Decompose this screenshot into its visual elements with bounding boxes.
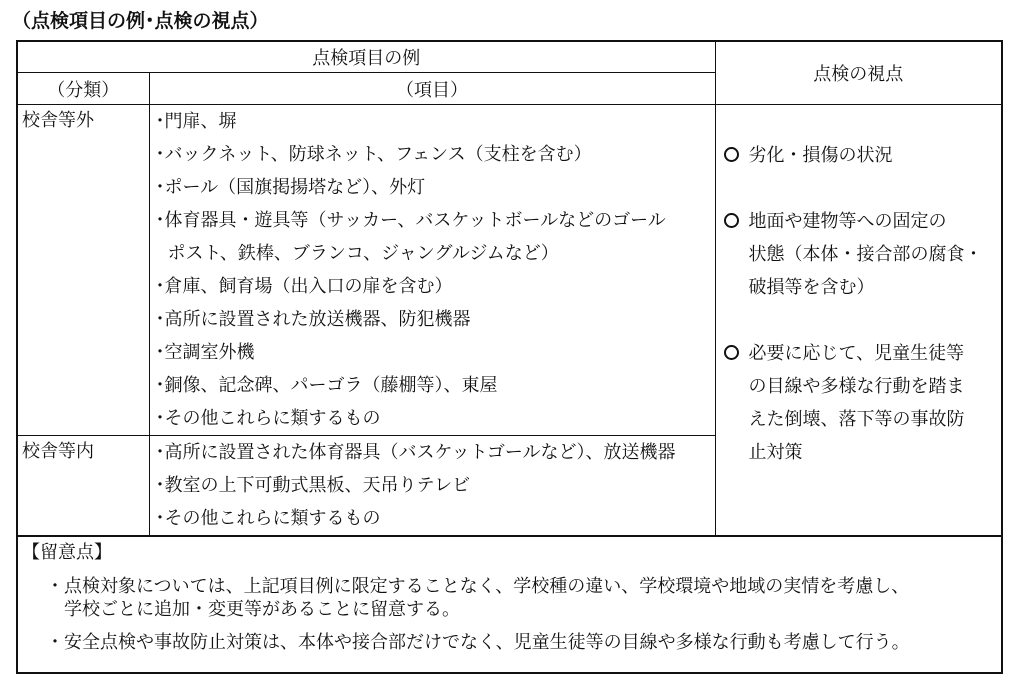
note-item — [22, 575, 1001, 621]
group-row-outside — [18, 105, 1001, 436]
item-text: ･高所に設置された体育器具（バスケットゴールなど）、放送機器 — [155, 442, 676, 463]
items-cell — [149, 105, 715, 436]
list-item — [150, 502, 715, 535]
note-line: 点検対象については、上記項目例に限定することなく、学校種の違い、学校環境や地域の実情を考慮し、 — [64, 576, 910, 597]
note-item — [22, 631, 1001, 654]
note-line: 学校ごとに追加・変更等があることに留意する。 — [64, 599, 460, 620]
note-bullet: ・ — [46, 632, 64, 653]
item-text: ･銅像、記念碑、パーゴラ（藤棚等）、東屋 — [155, 375, 498, 396]
viewpoint-text — [749, 337, 998, 469]
list-item — [150, 469, 715, 502]
circle-bullet-icon — [724, 147, 739, 162]
viewpoint-text — [749, 205, 998, 304]
viewpoint-item — [724, 139, 998, 172]
item-text: ･その他これらに類するもの — [155, 408, 381, 429]
header-viewpoint: 点検の視点 — [715, 42, 1001, 105]
viewpoint-line: 破損等を含む） — [748, 277, 875, 298]
list-item — [150, 303, 715, 336]
list-item — [150, 336, 715, 369]
items-cell — [149, 436, 715, 536]
viewpoint-cell — [715, 105, 1001, 536]
inspection-table-frame — [16, 40, 1003, 674]
viewpoint-item — [724, 205, 998, 304]
viewpoint-list — [724, 105, 998, 469]
list-item — [150, 402, 715, 435]
item-list-outside — [150, 105, 715, 435]
circle-bullet-icon — [724, 213, 739, 228]
item-text: ･バックネット、防球ネット、フェンス（支柱を含む） — [155, 144, 592, 165]
viewpoint-line: 地面や建物等への固定の — [748, 211, 947, 232]
item-text: ･ポール（国旗掲揚塔など）、外灯 — [155, 177, 426, 198]
inspection-table — [18, 42, 1001, 536]
list-item — [150, 138, 715, 171]
category-cell — [18, 105, 149, 436]
viewpoint-line: 状態（本体・接合部の腐食・ — [748, 244, 983, 265]
header-examples: 点検項目の例 — [18, 42, 715, 73]
item-text: ･空調室外機 — [155, 342, 255, 363]
item-text: ･その他これらに類するもの — [155, 508, 381, 529]
viewpoint-line: の目線や多様な行動を踏ま — [748, 376, 965, 397]
circle-bullet-icon — [724, 345, 739, 360]
subheader-item: （項目） — [149, 73, 715, 105]
list-item — [150, 171, 715, 204]
item-text: ･倉庫、飼育場（出入口の扉を含む） — [155, 276, 453, 297]
list-item — [150, 369, 715, 402]
list-item — [150, 105, 715, 138]
list-item — [150, 270, 715, 303]
viewpoint-line: 劣化・損傷の状況 — [748, 145, 893, 166]
subheader-category: （分類） — [18, 73, 149, 105]
list-item — [150, 204, 715, 270]
note-bullet: ・ — [46, 576, 64, 597]
viewpoint-line: 止対策 — [748, 442, 803, 463]
category-outside: 校舎等外 — [22, 110, 94, 131]
viewpoint-text — [749, 139, 998, 172]
item-text: ･教室の上下可動式黒板、天吊りテレビ — [155, 475, 471, 496]
notes-section — [18, 536, 1001, 654]
list-item — [150, 436, 715, 469]
category-inside: 校舎等内 — [22, 441, 94, 462]
viewpoint-item — [724, 337, 998, 469]
item-text: ･高所に設置された放送機器、防犯機器 — [155, 309, 471, 330]
note-list — [22, 575, 1001, 654]
item-text: ･門扉、塀 — [155, 111, 237, 132]
note-line: 安全点検や事故防止対策は、本体や接合部だけでなく、児童生徒等の目線や多様な行動も考慮して行う。 — [64, 632, 910, 653]
page-title: （点検項目の例･点検の視点） — [12, 10, 269, 32]
viewpoint-line: えた倒壊、落下等の事故防 — [748, 409, 965, 430]
viewpoint-line: 必要に応じて、児童生徒等 — [748, 343, 965, 364]
category-cell — [18, 436, 149, 536]
notes-title: 【留意点】 — [22, 542, 112, 563]
item-text: ･体育器具・遊具等（サッカー、バスケットボールなどのゴール — [155, 210, 666, 231]
item-list-inside — [150, 436, 715, 535]
item-text: ポスト、鉄棒、ブランコ、ジャングルジムなど） — [167, 243, 559, 264]
